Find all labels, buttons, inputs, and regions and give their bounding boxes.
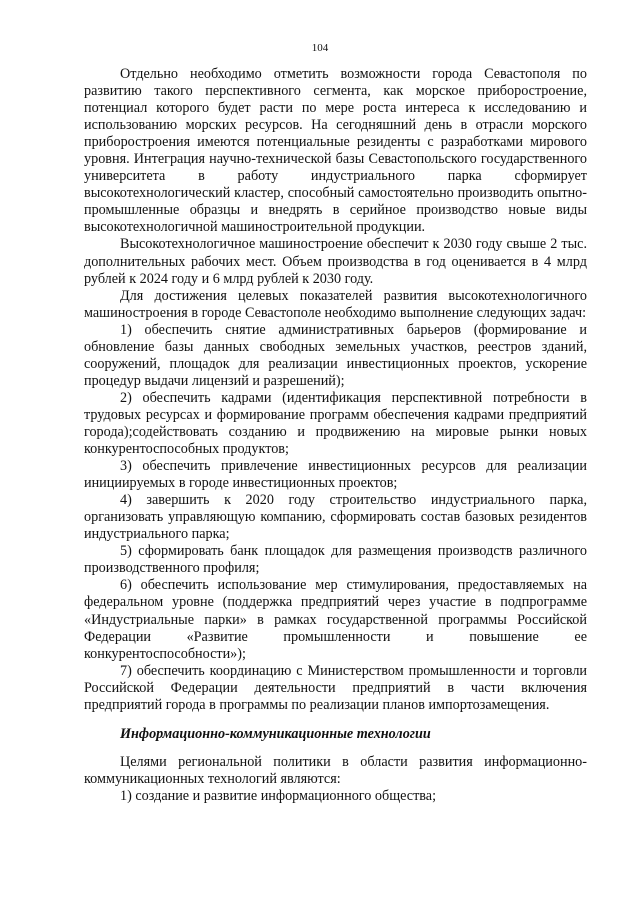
paragraph-marine-instrumentation: Отдельно необходимо отметить возможности города Севастополя по развитию такого перспективного сегмента, как морское приборостроение, потенциал которого будет расти по мере роста интереса к исследованию и использованию морских ресурсов. На сегодняшний день в отрасли морского приборостроения имеются потенциальные резиденты с разработками мирового уровня. Интеграция научно-технической базы Севастопольского государственного университета в работу индустриального парка сформирует высокотехнологический кластер, способный самостоятельно производить опытно-промышленные образцы и внедрять в серийное производство новые виды высокотехнологичной машиностроительной продукции. bbox=[84, 66, 587, 236]
ict-goal-item-1: 1) создание и развитие информационного общества; bbox=[120, 787, 437, 804]
task-item-1: 1) обеспечить снятие административных барьеров (формирование и обновление базы данных свободных земельных участков, реестров зданий, сооружений, площадок для реализации инвестиционных проектов, ускорение процедур выдачи лицензий и разрешений); bbox=[84, 321, 587, 389]
document-body bbox=[84, 66, 587, 805]
task-item-2: 2) обеспечить кадрами (идентификация перспективной потребности в трудовых ресурсах и формирование программ обеспечения кадрами предприятий города);содействовать созданию и продвижению на мировые рынки новых конкурентоспособных продуктов; bbox=[84, 389, 587, 458]
task-item-3: 3) обеспечить привлечение инвестиционных ресурсов для реализации инициируемых в городе инвестиционных проектов; bbox=[84, 458, 587, 492]
task-item-7: 7) обеспечить координацию с Министерством промышленности и торговли Российской Федерации деятельности предприятий в части включения предприятий города в программы по реализации планов импортозамещения. bbox=[84, 662, 587, 713]
page-number: 104 bbox=[311, 42, 329, 54]
paragraph-ict-goals-intro: Целями региональной политики в области развития информационно-коммуникационных технологий являются: bbox=[84, 753, 587, 787]
task-item-5: 5) сформировать банк площадок для размещения производств различного производственного профиля; bbox=[84, 543, 587, 577]
paragraph-tasks-intro: Для достижения целевых показателей развития высокотехнологичного машиностроения в городе Севастополе необходимо выполнение следующих задач: bbox=[84, 287, 587, 321]
paragraph-jobs-forecast: Высокотехнологичное машиностроение обеспечит к 2030 году свыше 2 тыс. дополнительных рабочих мест. Объем производства в год оценивается в 4 млрд рублей к 2024 году и 6 млрд рублей к 2030 году. bbox=[84, 236, 587, 287]
task-item-4: 4) завершить к 2020 году строительство индустриального парка, организовать управляющую компанию, сформировать состав базовых резидентов индустриального парка; bbox=[84, 492, 587, 543]
section-heading: Информационно-коммуникационные технологии bbox=[120, 725, 431, 742]
task-item-6: 6) обеспечить использование мер стимулирования, предоставляемых на федеральном уровне (поддержка предприятий через участие в подпрограмме «Индустриальные парки» в рамках государственной программы Российской Федерации «Развитие промышленности и повышение ее конкурентоспособности»); bbox=[84, 577, 587, 662]
